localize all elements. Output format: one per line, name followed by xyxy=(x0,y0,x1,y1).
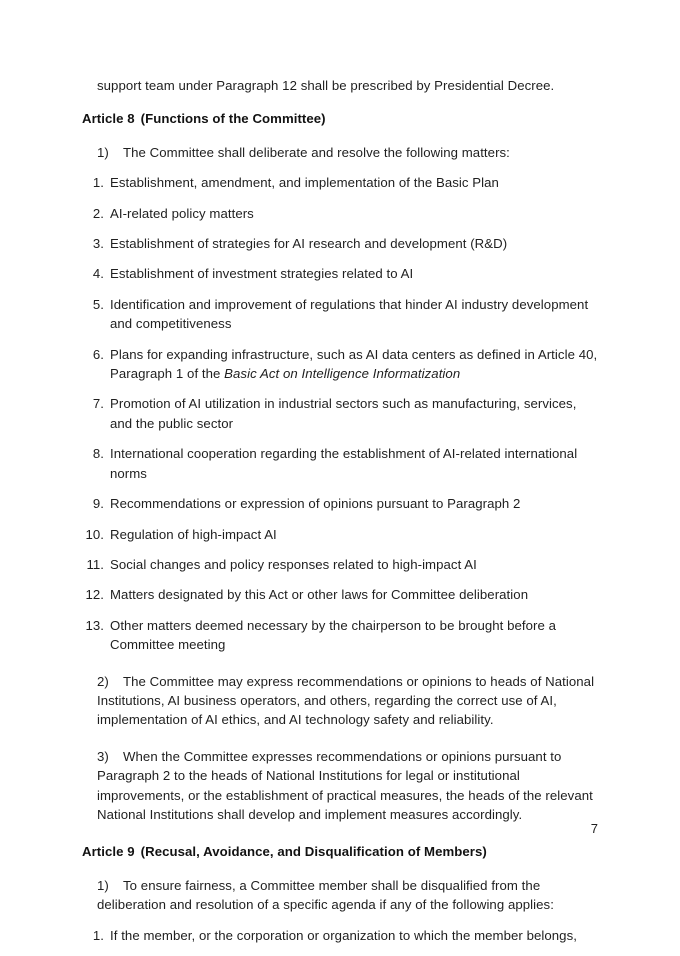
article-8-paragraph-3 xyxy=(82,747,598,825)
list-item xyxy=(82,394,598,433)
article-8-paragraph-1 xyxy=(82,143,598,162)
list-item-number: 12. xyxy=(85,587,104,603)
list-item xyxy=(82,295,598,334)
list-item-number: 5. xyxy=(92,296,104,312)
paragraph-text: To ensure fairness, a Committee member shall be disqualified from the deliberation and resolution of a specific agenda if any of the following applies: xyxy=(97,877,554,913)
list-item-text: Matters designated by this Act or other laws for Committee deliberation xyxy=(110,587,529,603)
list-item xyxy=(82,585,598,604)
cited-act-title: Basic Act on Intelligence Informatization xyxy=(224,366,461,382)
article-8-heading xyxy=(82,109,598,128)
paragraph-text: When the Committee expresses recommendations or opinions pursuant to Paragraph 2 to the heads of National Institutions for legal or institutional improvements, or the establishment of practical measures, the heads of the relevant National Institutions shall develop and implement measures accordingly. xyxy=(97,748,593,822)
list-item-number: 6. xyxy=(92,346,104,362)
list-item xyxy=(82,173,598,192)
list-item-number: 13. xyxy=(85,617,104,633)
list-item-number: 1. xyxy=(92,175,104,191)
list-item-text: Regulation of high-impact AI xyxy=(110,526,277,542)
list-item-number: 10. xyxy=(85,526,104,542)
paragraph-marker: 1) xyxy=(97,877,109,893)
article-8-paragraph-2 xyxy=(82,672,598,730)
list-item-number: 8. xyxy=(92,446,104,462)
list-item-number: 4. xyxy=(92,266,104,282)
list-item-text: International cooperation regarding the establishment of AI-related international norms xyxy=(110,446,578,481)
article-8-number: Article 8 xyxy=(82,111,135,127)
list-item xyxy=(82,345,598,384)
page-number: 7 xyxy=(590,821,598,836)
list-item xyxy=(82,204,598,223)
paragraph-text: The Committee may express recommendations or opinions to heads of National Institutions, AI business operators, and others, regarding the correct use of AI, implementation of AI ethics, and AI technology safety and reliability. xyxy=(97,673,595,728)
article-9-number: Article 9 xyxy=(82,844,135,860)
list-item-text: If the member, or the corporation or organization to which the member belongs, xyxy=(110,927,577,943)
list-item-number: 7. xyxy=(92,396,104,412)
list-item xyxy=(82,555,598,574)
article-9-title: (Recusal, Avoidance, and Disqualification of Members) xyxy=(140,844,487,860)
paragraph-marker: 1) xyxy=(97,144,109,160)
list-item-text: Establishment of investment strategies related to AI xyxy=(110,266,414,282)
list-item xyxy=(82,234,598,253)
list-item-text: Establishment, amendment, and implementation of the Basic Plan xyxy=(110,175,499,191)
paragraph-marker: 3) xyxy=(97,748,109,764)
list-item-text: Establishment of strategies for AI research and development (R&D) xyxy=(110,236,508,252)
list-item-text: Other matters deemed necessary by the chairperson to be brought before a Committee meeting xyxy=(110,617,557,653)
list-item xyxy=(82,616,598,655)
list-item xyxy=(82,494,598,513)
list-item xyxy=(82,444,598,483)
paragraph-text: The Committee shall deliberate and resolve the following matters: xyxy=(123,144,510,160)
list-item-text: AI-related policy matters xyxy=(110,205,254,221)
list-item-number: 9. xyxy=(92,496,104,512)
list-item-number: 3. xyxy=(92,236,104,252)
list-item-text: Social changes and policy responses related to high-impact AI xyxy=(110,556,477,572)
list-item xyxy=(82,926,598,945)
paragraph-marker: 2) xyxy=(97,673,109,689)
article-8-title: (Functions of the Committee) xyxy=(140,111,326,127)
list-item-text: Identification and improvement of regulations that hinder AI industry development and competitiveness xyxy=(110,296,589,332)
list-item-number: 2. xyxy=(92,205,104,221)
list-item xyxy=(82,525,598,544)
article-9-paragraph-1 xyxy=(82,876,598,915)
article-9-heading xyxy=(82,842,598,861)
continued-paragraph: support team under Paragraph 12 shall be prescribed by Presidential Decree. xyxy=(97,78,555,93)
list-item-text: Recommendations or expression of opinions pursuant to Paragraph 2 xyxy=(110,496,521,512)
list-item-text xyxy=(110,345,598,384)
list-item-text-lead: Plans for expanding infrastructure, such as AI data centers as defined in Article 40, Paragraph 1 of the xyxy=(110,346,598,382)
list-item-text: Promotion of AI utilization in industrial sectors such as manufacturing, services, and the public sector xyxy=(110,396,577,431)
list-item-number: 1. xyxy=(92,927,104,943)
list-item-number: 11. xyxy=(86,556,104,572)
list-item xyxy=(82,264,598,283)
